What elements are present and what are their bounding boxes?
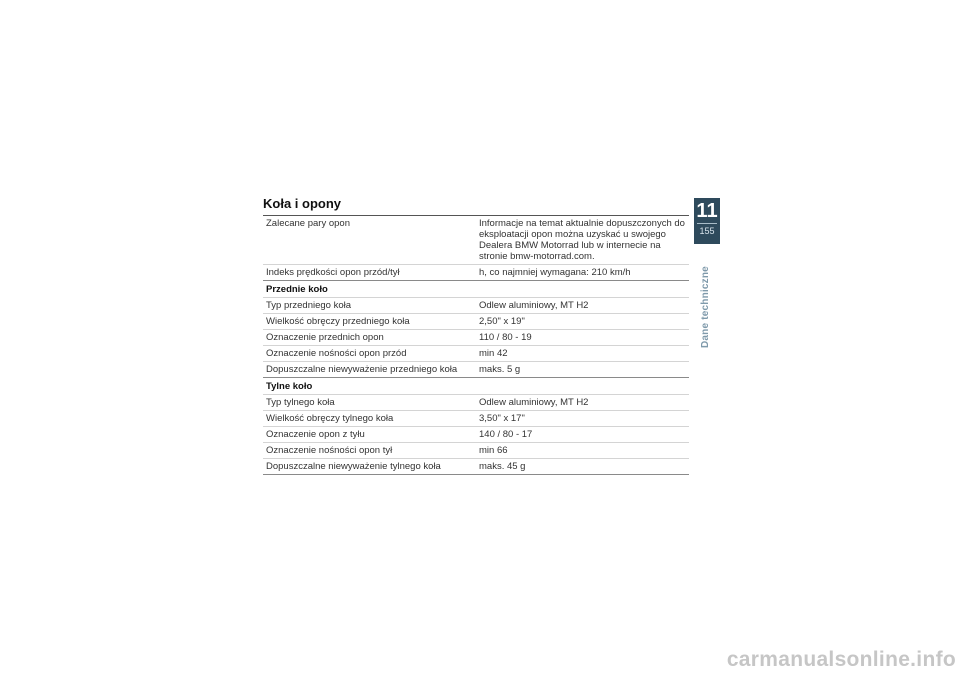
row-label: Typ przedniego koła: [263, 298, 476, 314]
row-value: 3,50" x 17": [476, 411, 689, 427]
row-value: maks. 5 g: [476, 362, 689, 378]
table-row: [263, 298, 689, 314]
row-value: 140 / 80 - 17: [476, 427, 689, 443]
table-row: [263, 459, 689, 475]
section-heading: Tylne koło: [263, 378, 689, 395]
row-label: Oznaczenie opon z tyłu: [263, 427, 476, 443]
table-row: [263, 314, 689, 330]
watermark: carmanualsonline.info: [726, 648, 956, 671]
row-label: Oznaczenie przednich opon: [263, 330, 476, 346]
row-label: Wielkość obręczy przedniego koła: [263, 314, 476, 330]
table-row: [263, 427, 689, 443]
row-value: h, co najmniej wymagana: 210 km/h: [476, 265, 689, 281]
table-row: [263, 265, 689, 281]
chapter-badge: [694, 198, 720, 244]
row-value: Odlew aluminiowy, MT H2: [476, 395, 689, 411]
row-label: Oznaczenie nośności opon przód: [263, 346, 476, 362]
row-value: maks. 45 g: [476, 459, 689, 475]
table-row: [263, 362, 689, 378]
spec-table: [263, 215, 689, 475]
row-label: Indeks prędkości opon przód/tył: [263, 265, 476, 281]
row-value: min 42: [476, 346, 689, 362]
side-title: Dane techniczne: [700, 266, 711, 348]
table-row: [263, 395, 689, 411]
row-label: Wielkość obręczy tylnego koła: [263, 411, 476, 427]
row-value: Odlew aluminiowy, MT H2: [476, 298, 689, 314]
row-label: Typ tylnego koła: [263, 395, 476, 411]
section-heading-front: [263, 281, 689, 298]
row-label: Oznaczenie nośności opon tył: [263, 443, 476, 459]
row-label: Dopuszczalne niewyważenie tylnego koła: [263, 459, 476, 475]
chapter-divider: [697, 223, 717, 224]
row-label: Zalecane pary opon: [263, 216, 476, 265]
section-heading-rear: [263, 378, 689, 395]
table-row: [263, 411, 689, 427]
chapter-number: 11: [696, 200, 718, 222]
page-number: 155: [699, 226, 715, 236]
row-label: Dopuszczalne niewyważenie przedniego koła: [263, 362, 476, 378]
page-title: Koła i opony: [263, 196, 341, 211]
table-row: [263, 216, 689, 265]
table-row: [263, 443, 689, 459]
table-row: [263, 346, 689, 362]
row-value: Informacje na temat aktualnie dopuszczonych do eksploatacji opon można uzyskać u swojego Dealera BMW Motorrad lub w internecie na stronie bmw-motorrad.com.: [476, 216, 689, 265]
table-row: [263, 330, 689, 346]
row-value: 110 / 80 - 19: [476, 330, 689, 346]
section-heading: Przednie koło: [263, 281, 689, 298]
row-value: min 66: [476, 443, 689, 459]
row-value: 2,50" x 19": [476, 314, 689, 330]
